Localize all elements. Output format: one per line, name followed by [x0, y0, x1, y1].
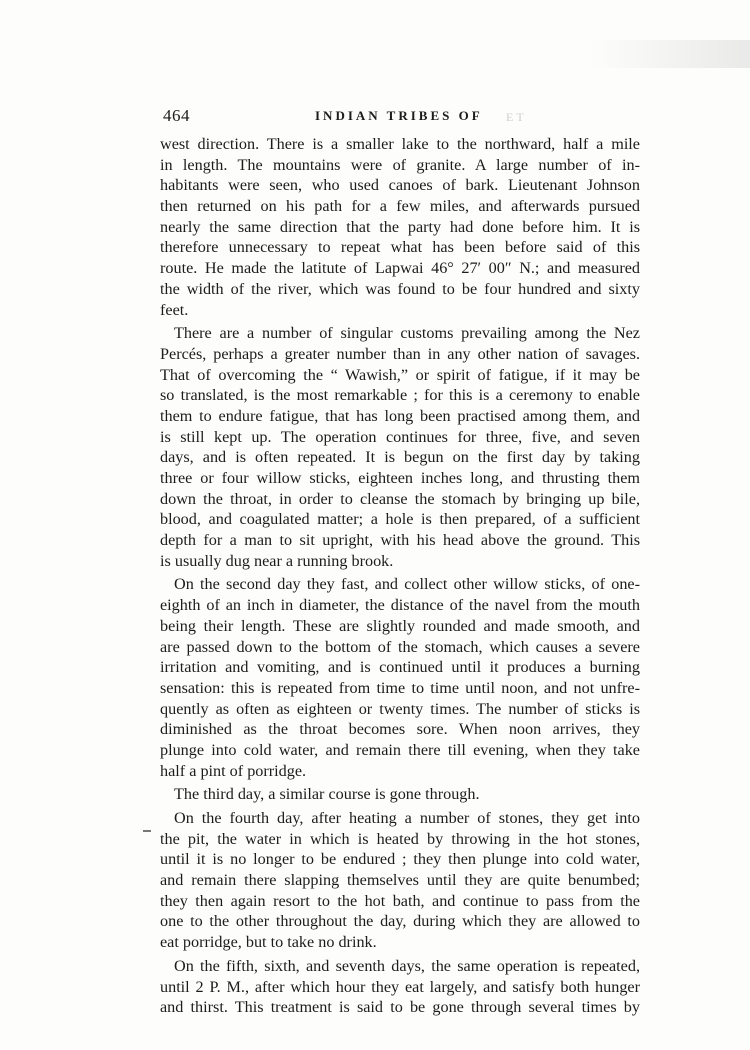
paragraph — [160, 956, 640, 1018]
text-line: The third day, a similar course is gone through. — [174, 785, 480, 804]
text-line: On the second day they fast, and collect other willow sticks, of one- — [174, 575, 640, 594]
text-line: feet. — [160, 300, 189, 319]
text-line: they then again resort to the hot bath, and continue to pass from the — [160, 891, 640, 910]
text-line: is usually dug near a running brook. — [160, 551, 394, 570]
page-header — [163, 106, 643, 128]
text-line: blood, and coagulated matter; a hole is then prepared, of a sufficient — [160, 510, 640, 529]
paragraph — [160, 784, 640, 805]
text-line: quently as often as eighteen or twenty times. The number of sticks is — [160, 699, 640, 718]
text-line: diminished as the throat becomes sore. When noon arrives, they — [160, 720, 640, 739]
text-line: one to the other throughout the day, during which they are allowed to — [160, 912, 640, 931]
text-line: On the fifth, sixth, and seventh days, the same operation is repeated, — [174, 956, 640, 975]
text-line: eat porridge, but to take no drink. — [160, 933, 377, 952]
text-line: sensation: this is repeated from time to time until noon, and not unfre- — [160, 678, 640, 697]
text-line: That of overcoming the “ Wawish,” or spirit of fatigue, if it may be — [160, 365, 640, 384]
text-line: is still kept up. The operation continues for three, five, and seven — [160, 427, 640, 446]
text-line: and thirst. This treatment is said to be gone through several times by — [160, 998, 640, 1017]
paragraph — [160, 808, 640, 953]
text-line: three or four willow sticks, eighteen inches long, and thrusting them — [160, 469, 640, 487]
text-line: and remain there slapping themselves until they are quite benumbed; — [160, 871, 640, 890]
text-line: are passed down to the bottom of the stomach, which causes a severe — [160, 637, 640, 656]
text-line: route. He made the latitute of Lapwai 46° 27′ 00″ N.; and measured — [160, 259, 640, 278]
text-line: therefore unnecessary to repeat what has been before said of this — [160, 238, 640, 257]
text-line: them to endure fatigue, that has long been practised among them, and — [160, 406, 640, 425]
text-line: irritation and vomiting, and is continued until it produces a burning — [160, 658, 640, 677]
text-line: eighth of an inch in diameter, the distance of the navel from the mouth — [160, 596, 640, 615]
margin-pencil-mark — [143, 830, 151, 832]
text-line: days, and is often repeated. It is begun on the first day by taking — [160, 448, 640, 467]
text-line: until it is no longer to be endured ; they then plunge into cold water, — [160, 850, 640, 869]
paragraph — [160, 134, 640, 320]
text-line: the width of the river, which was found to be four hundred and sixty — [160, 279, 640, 298]
text-line: plunge into cold water, and remain there till evening, when they take — [160, 740, 640, 759]
paragraph — [160, 323, 640, 571]
text-line: in length. The mountains were of granite. A large number of in- — [160, 155, 640, 174]
text-line: depth for a man to sit upright, with his head above the ground. This — [160, 531, 640, 550]
text-line: half a pint of porridge. — [160, 761, 307, 780]
text-line: being their length. These are slightly rounded and made smooth, and — [160, 616, 640, 635]
text-line: There are a number of singular customs prevailing among the Nez — [174, 324, 640, 343]
scan-shadow — [590, 40, 750, 68]
text-line: Percés, perhaps a greater number than in any other nation of savages. — [160, 344, 640, 363]
text-line: then returned on his path for a few miles, and afterwards pursued — [160, 197, 640, 216]
page-number: 464 — [163, 106, 190, 125]
text-line: until 2 P. M., after which hour they eat largely, and satisfy both hunger — [160, 977, 640, 996]
text-line: so translated, is the most remarkable ; for this is a ceremony to enable — [160, 386, 640, 405]
paragraph — [160, 574, 640, 781]
text-line: habitants were seen, who used canoes of bark. Lieutenant Johnson — [160, 176, 640, 195]
text-line: nearly the same direction that the party had done before him. It is — [160, 217, 640, 236]
text-line: the pit, the water in which is heated by throwing in the hot stones, — [160, 829, 640, 848]
text-line: down the throat, in order to cleanse the stomach by bringing up bile, — [160, 489, 640, 508]
text-line: On the fourth day, after heating a number of stones, they get into — [174, 809, 640, 827]
body-text — [160, 134, 640, 1018]
running-head: INDIAN TRIBES OF — [315, 108, 483, 123]
running-head-bleed-through: ET — [506, 110, 527, 124]
text-line: west direction. There is a smaller lake to the northward, half a mile — [160, 135, 640, 153]
